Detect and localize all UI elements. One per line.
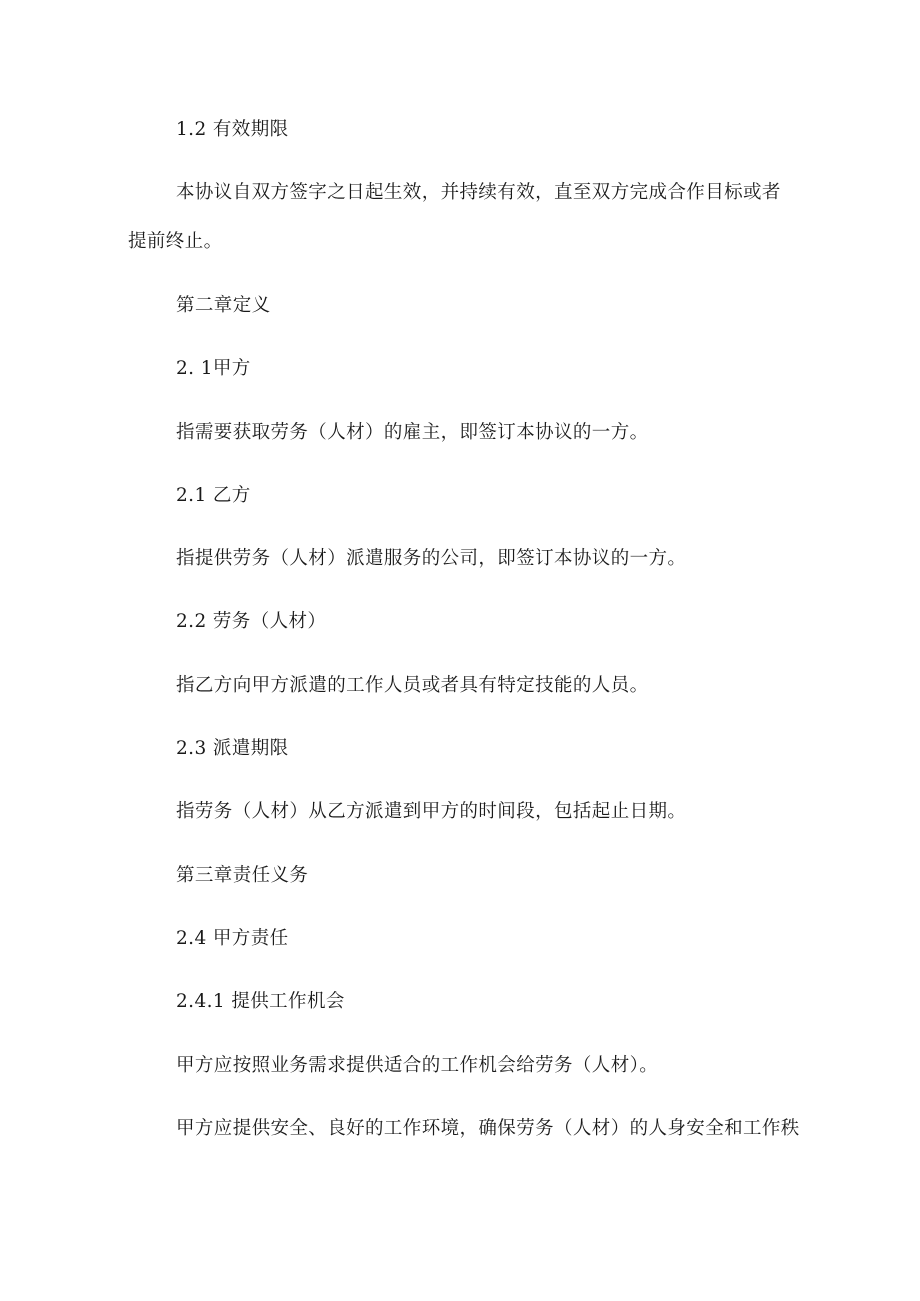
paragraph-text: 指劳务（人材）从乙方派遣到甲方的时间段，包括起止日期。	[176, 801, 687, 822]
paragraph-text: 本协议自双方签字之日起生效，并持续有效，直至双方完成合作目标或者	[176, 182, 781, 203]
section-heading-2-4-1: 2.4.1 提供工作机会	[176, 991, 345, 1012]
paragraph-text-continuation: 提前终止。	[128, 231, 223, 252]
section-heading-2-2: 2.2 劳务（人材）	[176, 611, 327, 632]
paragraph-text: 指提供劳务（人材）派遣服务的公司，即签订本协议的一方。	[176, 548, 687, 569]
paragraph-text: 指乙方向甲方派遣的工作人员或者具有特定技能的人员。	[176, 675, 649, 696]
section-heading-2-3: 2.3 派遣期限	[176, 738, 289, 759]
paragraph-text: 甲方应按照业务需求提供适合的工作机会给劳务（人材）。	[176, 1055, 659, 1076]
section-heading-1-2: 1.2 有效期限	[176, 119, 289, 140]
section-heading-2-1-party-a: 2. 1甲方	[176, 358, 251, 379]
chapter-heading-3: 第三章责任义务	[176, 865, 309, 886]
paragraph-text: 指需要获取劳务（人材）的雇主，即签订本协议的一方。	[176, 422, 649, 443]
chapter-heading-2: 第二章定义	[176, 295, 271, 316]
section-heading-2-1-party-b: 2.1 乙方	[176, 485, 251, 506]
section-heading-2-4: 2.4 甲方责任	[176, 928, 289, 949]
paragraph-text: 甲方应提供安全、良好的工作环境，确保劳务（人材）的人身安全和工作秩	[176, 1118, 800, 1139]
